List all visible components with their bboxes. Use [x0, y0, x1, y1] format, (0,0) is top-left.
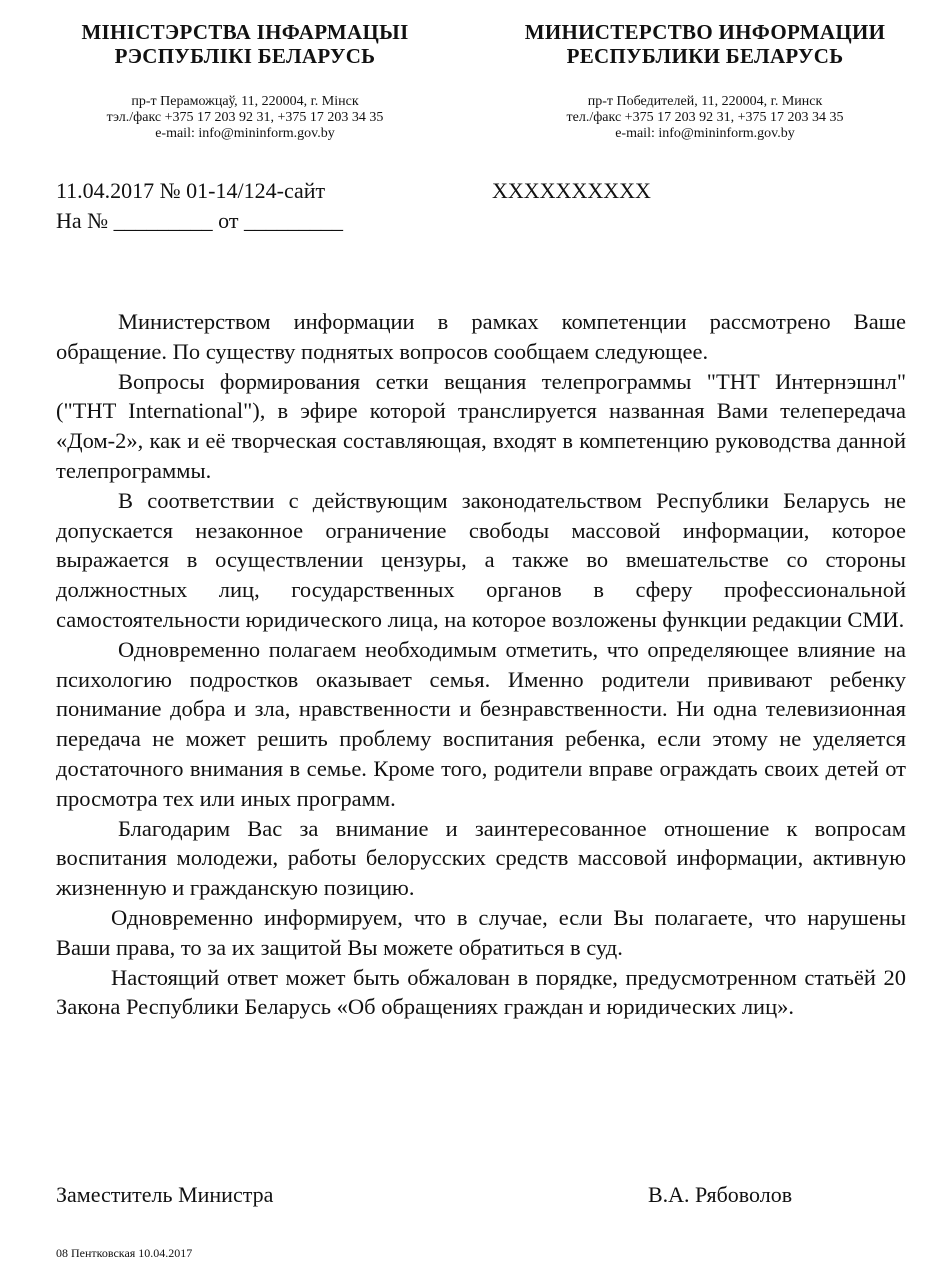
letterhead-belarusian [40, 20, 450, 142]
phone: тэл./факс +375 17 203 92 31, +375 17 203 34 35 [106, 110, 384, 125]
signatory-name: В.А. Рябоволов [648, 1182, 793, 1207]
paragraph: Благодарим Вас за внимание и заинтересованное отношение к вопросам воспитания молодежи, работы белорусских средств массовой информации, активную жизненную и гражданскую позицию. [56, 815, 906, 901]
org-name-line1: МИНИСТЕРСТВО ИНФОРМАЦИИ [524, 20, 886, 44]
email: e-mail: info@mininform.gov.by [615, 126, 795, 141]
letter-body [56, 307, 906, 1022]
paragraph: Одновременно информируем, что в случае, если Вы полагаете, что нарушены Ваши права, то за их защитой Вы можете обратиться в суд. [56, 904, 906, 960]
address: пр-т Победителей, 11, 220004, г. Минск [587, 94, 823, 109]
paragraph: Министерством информации в рамках компетенции рассмотрено Ваше обращение. По существу поднятых вопросов сообщаем следующее. [56, 309, 906, 364]
paragraph: Вопросы формирования сетки вещания телепрограммы "ТНТ Интернэшнл" ("THT International"), в эфире которой транслируется названная Вами телепередача «Дом-2», как и её творческая составляющая, входят в компетенцию руководства данной телепрограммы. [56, 368, 906, 483]
address: пр-т Пераможцаў, 11, 220004, г. Мінск [131, 94, 359, 109]
executor-note: 08 Пентковская 10.04.2017 [56, 1246, 193, 1260]
email: e-mail: info@mininform.gov.by [155, 126, 335, 141]
letterhead-russian [490, 20, 920, 142]
org-name-line2: РЭСПУБЛІКІ БЕЛАРУСЬ [114, 44, 376, 68]
org-name-line1: МІНІСТЭРСТВА ІНФАРМАЦЫІ [81, 20, 409, 44]
outgoing-number: 11.04.2017 № 01-14/124-сайт [56, 178, 326, 203]
phone: тел./факс +375 17 203 92 31, +375 17 203 34 35 [566, 110, 844, 125]
paragraph: Одновременно полагаем необходимым отметить, что определяющее влияние на психологию подростков оказывает семья. Именно родители прививают ребенку понимание добра и зла, нравственности и безнравственности. Ни одна телевизионная передача не может решить проблему воспитания ребенка, если этому не уделяется достаточного внимания в семье. Кроме того, родители вправе ограждать своих детей от просмотра тех или иных программ. [56, 636, 906, 811]
addressee: XXXXXXXXXX [492, 178, 651, 203]
registration-block [56, 176, 343, 236]
org-name-line2: РЕСПУБЛИКИ БЕЛАРУСЬ [566, 44, 844, 68]
signatory-position: Заместитель Министра [56, 1182, 274, 1207]
paragraph: Настоящий ответ может быть обжалован в порядке, предусмотренном статьёй 20 Закона Республики Беларусь «Об обращениях граждан и юридических лиц». [56, 964, 906, 1020]
incoming-reference: На № _________ от _________ [56, 208, 343, 233]
paragraph: В соответствии с действующим законодательством Республики Беларусь не допускается незаконное ограничение свободы массовой информации, которое выражается в осуществлении цензуры, а также во вмешательстве со стороны должностных лиц, государственных органов в сферу профессиональной самостоятельности юридического лица, на которое возложены функции редакции СМИ. [56, 487, 906, 632]
